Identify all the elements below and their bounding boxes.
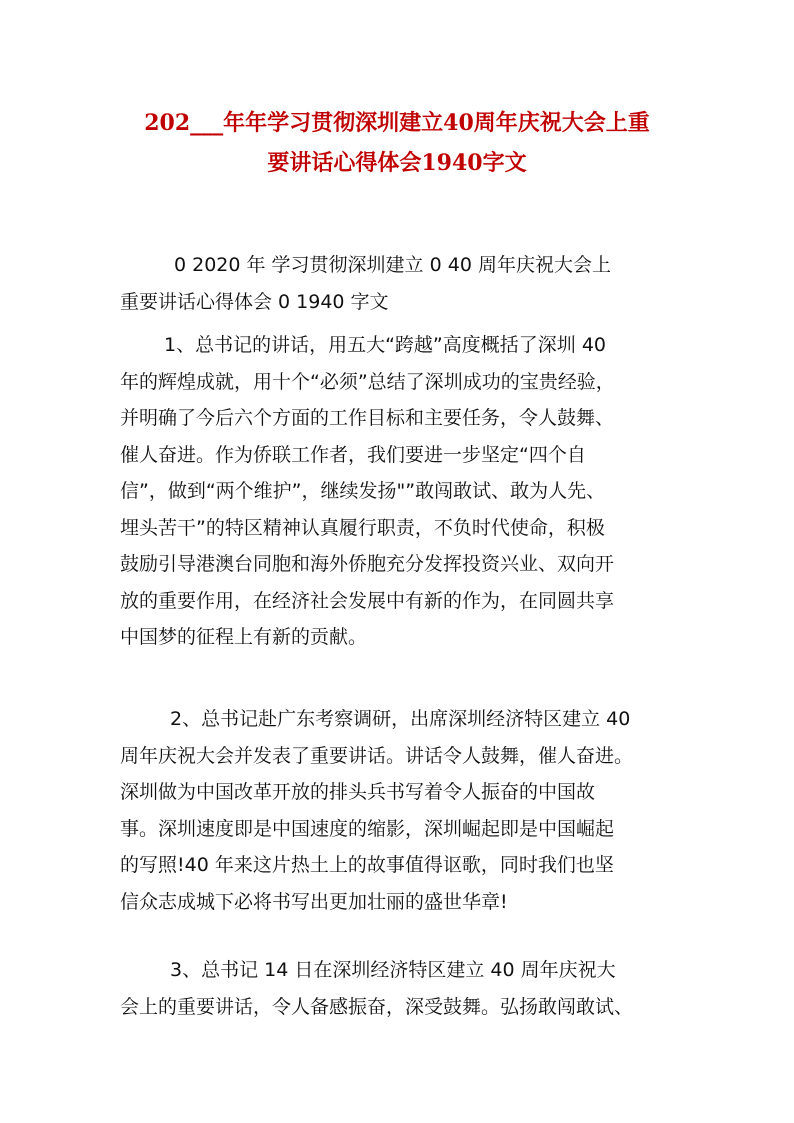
paragraph-line: 中国梦的征程上有新的贡献。	[120, 626, 368, 648]
paragraph-line: 重要讲话心得体会 0 1940 字文	[120, 290, 389, 313]
paragraph-2	[120, 701, 690, 920]
paragraph-line: 2、总书记赴广东考察调研，出席深圳经济特区建立 40	[170, 708, 631, 730]
paragraph-line: 埋头苦干”的特区精神认真履行职责，不负时代使命，积极	[120, 516, 605, 539]
paragraph-line: 周年庆祝大会并发表了重要讲话。讲话令人鼓舞，催人奋进。	[120, 744, 634, 767]
paragraph-line: 1、总书记的讲话，用五大“跨越”高度概括了深圳 40	[164, 334, 606, 356]
paragraph-line: 事。深圳速度即是中国速度的缩影，深圳崛起即是中国崛起	[120, 817, 615, 840]
paragraph-line: 年的辉煌成就，用十个“必须”总结了深圳成功的宝贵经验，	[120, 370, 615, 393]
intro-paragraph	[120, 247, 690, 320]
paragraph-3	[120, 952, 690, 1025]
paragraph-line: 并明确了今后六个方面的工作目标和主要任务，令人鼓舞、	[120, 407, 615, 429]
paragraph-1	[120, 327, 690, 656]
paragraph-line: 会上的重要讲话，令人备感振奋，深受鼓舞。弘扬敢闯敢试、	[120, 995, 634, 1018]
paragraph-line: 的写照!40 年来这片热土上的故事值得讴歌，同时我们也坚	[120, 854, 614, 876]
paragraph-line: 3、总书记 14 日在深圳经济特区建立 40 周年庆祝大	[170, 959, 616, 981]
paragraph-line: 鼓励引导港澳台同胞和海外侨胞充分发挥投资兴业、双向开	[120, 553, 615, 575]
paragraph-line: 放的重要作用，在经济社会发展中有新的作为，在同圆共享	[120, 589, 615, 612]
paragraph-line: 信”，做到“两个维护”，继续发扬"”敢闯敢试、敢为人先、	[120, 480, 606, 502]
paragraph-line: 0 2020 年 学习贯彻深圳建立 0 40 周年庆祝大会上	[174, 254, 611, 276]
paragraph-line: 催人奋进。作为侨联工作者，我们要进一步坚定“四个自	[120, 443, 586, 466]
document-title-line-1: 202___年年学习贯彻深圳建立40周年庆祝大会上重	[144, 110, 650, 136]
paragraph-line: 信众志成城下必将书写出更加壮丽的盛世华章!	[120, 890, 508, 913]
document-title-line-2: 要讲话心得体会1940字文	[267, 150, 527, 176]
paragraph-line: 深圳做为中国改革开放的排头兵书写着令人振奋的中国故	[120, 781, 596, 803]
